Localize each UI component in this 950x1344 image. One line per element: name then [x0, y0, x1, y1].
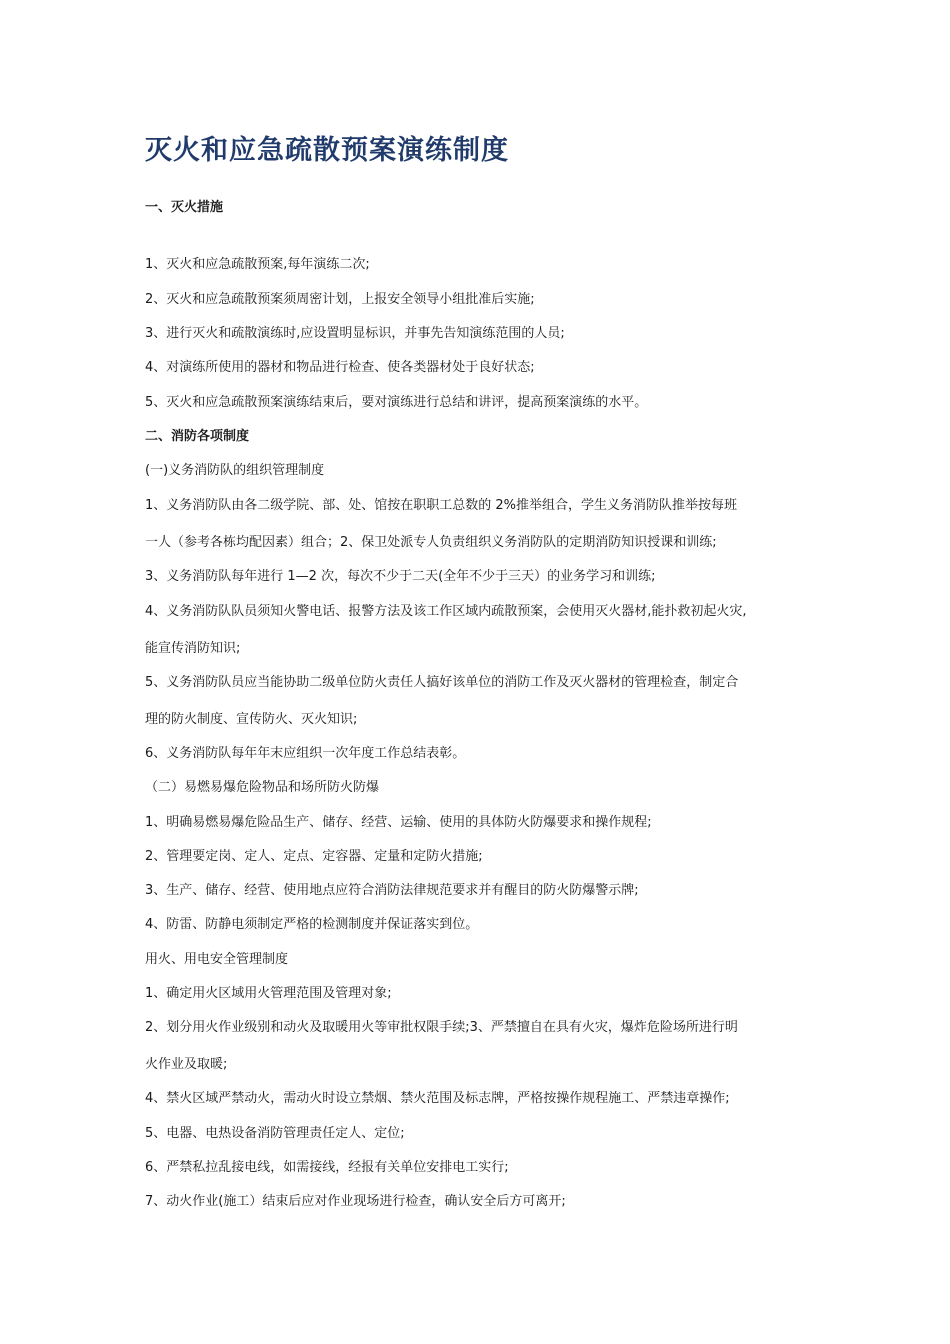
subsection-heading: 用火、用电安全管理制度: [145, 952, 289, 967]
paragraph-line: 1、明确易燃易爆危险品生产、储存、经营、运输、使用的具体防火防爆要求和操作规程;: [145, 815, 652, 830]
paragraph-line: 理的防火制度、宣传防火、灭火知识;: [145, 712, 358, 727]
paragraph-line: 2、管理要定岗、定人、定点、定容器、定量和定防火措施;: [145, 849, 483, 864]
subsection-heading: (一)义务消防队的组织管理制度: [145, 463, 325, 478]
paragraph-line: 3、义务消防队每年进行 1—2 次，每次不少于二天(全年不少于三天）的业务学习和训练;: [145, 569, 656, 584]
paragraph-line: 5、灭火和应急疏散预案演练结束后，要对演练进行总结和讲评，提高预案演练的水平。: [145, 395, 648, 410]
paragraph-line: 3、进行灭火和疏散演练时,应设置明显标识，并事先告知演练范围的人员;: [145, 326, 565, 341]
section-heading-fire-rules: 二、消防各项制度: [145, 429, 250, 444]
paragraph-line: 一人（参考各栋均配因素）组合；2、保卫处派专人负责组织义务消防队的定期消防知识授课和训练;: [145, 535, 717, 550]
paragraph-line: 4、义务消防队队员须知火警电话、报警方法及该工作区域内疏散预案，会使用灭火器材,能扑救初起火灾,: [145, 604, 747, 619]
paragraph-line: 2、灭火和应急疏散预案须周密计划，上报安全领导小组批准后实施;: [145, 292, 535, 307]
paragraph-line: 1、义务消防队由各二级学院、部、处、馆按在职职工总数的 2%推举组合，学生义务消防队推举按每班: [145, 498, 738, 513]
paragraph-line: 2、划分用火作业级别和动火及取暖用火等审批权限手续;3、严禁擅自在具有火灾，爆炸危险场所进行明: [145, 1020, 738, 1035]
paragraph-line: 6、严禁私拉乱接电线，如需接线，经报有关单位安排电工实行;: [145, 1160, 509, 1175]
section-heading-fire-measures: 一、灭火措施: [145, 200, 224, 215]
paragraph-line: 火作业及取暖;: [145, 1057, 228, 1072]
paragraph-line: 能宣传消防知识;: [145, 641, 241, 656]
paragraph-line: 5、电器、电热设备消防管理责任定人、定位;: [145, 1126, 405, 1141]
paragraph-line: 5、义务消防队员应当能协助二级单位防火责任人搞好该单位的消防工作及灭火器材的管理检查，制定合: [145, 675, 739, 690]
paragraph-line: 4、禁火区域严禁动火，需动火时设立禁烟、禁火范围及标志牌，严格按操作规程施工、严禁违章操作;: [145, 1091, 730, 1106]
subsection-heading: （二）易燃易爆危险物品和场所防火防爆: [145, 780, 380, 795]
paragraph-line: 6、义务消防队每年年末应组织一次年度工作总结表彰。: [145, 746, 466, 761]
paragraph-line: 1、灭火和应急疏散预案,每年演练二次;: [145, 257, 370, 272]
paragraph-line: 4、防雷、防静电须制定严格的检测制度并保证落实到位。: [145, 917, 479, 932]
document-title: 灭火和应急疏散预案演练制度: [145, 135, 509, 166]
paragraph-line: 4、对演练所使用的器材和物品进行检查、使各类器材处于良好状态;: [145, 360, 535, 375]
paragraph-line: 7、动火作业(施工）结束后应对作业现场进行检查，确认安全后方可离开;: [145, 1194, 566, 1209]
paragraph-line: 3、生产、储存、经营、使用地点应符合消防法律规范要求并有醒目的防火防爆警示牌;: [145, 883, 639, 898]
paragraph-line: 1、确定用火区域用火管理范围及管理对象;: [145, 986, 392, 1001]
